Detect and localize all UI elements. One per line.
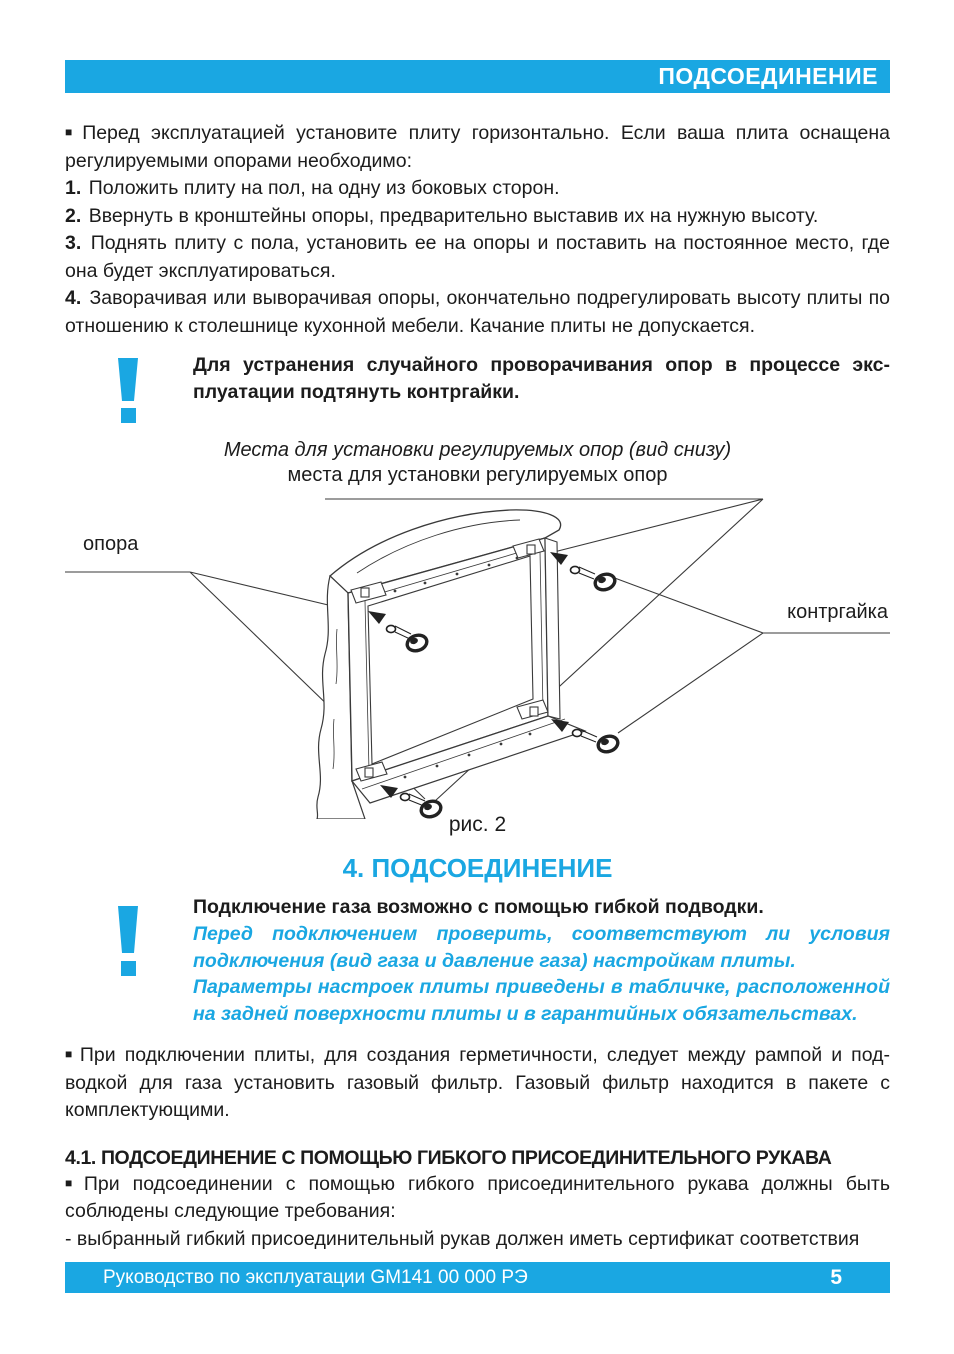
warning-block-1 xyxy=(65,352,890,429)
step-number: 2. xyxy=(65,204,82,227)
intro-paragraph xyxy=(65,119,890,175)
figure-caption-plain: места для установки регулируемых опор xyxy=(287,464,668,486)
footer-bar xyxy=(65,1262,890,1293)
warning-1-text: Для устранения случайного проворачивания опор в процессе эксплуатации подтянуть контргайки. xyxy=(193,354,890,403)
step-4 xyxy=(65,285,890,340)
step-1 xyxy=(65,175,890,203)
gas-filter-paragraph xyxy=(65,1041,890,1125)
warning-2-black-text: Подключение газа возможно с помощью гибкой подводки. xyxy=(193,896,764,918)
requirement-item: - выбранный гибкий присоединительный рукав должен иметь сертификат соответствия xyxy=(65,1227,860,1250)
step-text: Ввернуть в кронштейны опоры, предварительно выставив их на нужную высоту. xyxy=(88,204,819,227)
warning-block-2 xyxy=(65,894,890,1027)
step-number: 1. xyxy=(65,177,82,199)
figure-caption-italic: Места для установки регулируемых опор (вид снизу) xyxy=(223,439,732,461)
step-text: Поднять плиту с пола, установить ее на опоры и поставить на постоянное место, где она будет эксплуатироваться. xyxy=(65,232,891,282)
paragraph-text: При подключении плиты, для создания герметичности, следует между рампой и подводкой для газа установить газовый фильтр. Газовый фильтр находится в пакете с комплектующими. xyxy=(65,1044,890,1121)
step-text: Заворачивая или выворачивая опоры, окончательно подрегулировать высоту плиты по отношению к столешнице кухонной мебели. Качание плиты не допускается. xyxy=(65,287,891,337)
header-bar xyxy=(65,60,890,93)
footer-doc-title: Руководство по эксплуатации GM141 00 000 РЭ xyxy=(103,1266,528,1288)
warning-2-blue-text-1: Перед подключением проверить, соответствуют ли условия подключения (вид газа и давление газа) настройкам плиты. xyxy=(193,923,890,972)
intro-text: Перед эксплуатацией установите плиту горизонтально. Если ваша плита оснащена регулируемыми опорами необходимо: xyxy=(65,122,891,172)
warning-2-blue-text-2: Параметры настроек плиты приведены в табличке, расположенной на задней поверхности плиты и в гарантийных обязательствах. xyxy=(193,976,890,1025)
figure-number-caption: рис. 2 xyxy=(448,813,507,836)
figure-2 xyxy=(65,489,890,819)
section-title-4: 4. ПОДСОЕДИНЕНИЕ xyxy=(342,853,613,883)
page-number: 5 xyxy=(830,1265,842,1289)
square-bullet-icon: ■ xyxy=(65,1047,76,1061)
label-opora: опора xyxy=(83,533,139,555)
hose-requirements-paragraph xyxy=(65,1170,890,1226)
square-bullet-icon: ■ xyxy=(65,125,79,139)
step-3 xyxy=(65,230,890,285)
stove-bottom-diagram xyxy=(65,489,890,819)
step-number: 3. xyxy=(65,232,82,254)
step-text: Положить плиту на пол, на одну из боковых сторон. xyxy=(88,177,560,199)
step-number: 4. xyxy=(65,287,82,309)
label-kontrgaika: контргайка xyxy=(787,601,888,623)
paragraph-text: При подсоединении с помощью гибкого присоединительного рукава должны быть соблюдены следующие требования: xyxy=(65,1172,890,1222)
exclamation-icon xyxy=(115,900,141,983)
header-title: ПОДСОЕДИНЕНИЕ xyxy=(658,63,878,89)
exclamation-icon xyxy=(115,358,141,429)
step-2 xyxy=(65,203,890,231)
square-bullet-icon: ■ xyxy=(65,1175,80,1190)
section-title-4-1: 4.1. ПОДСОЕДИНЕНИЕ С ПОМОЩЬЮ ГИБКОГО ПРИСОЕДИНИТЕЛЬНОГО РУКАВА xyxy=(65,1146,832,1169)
